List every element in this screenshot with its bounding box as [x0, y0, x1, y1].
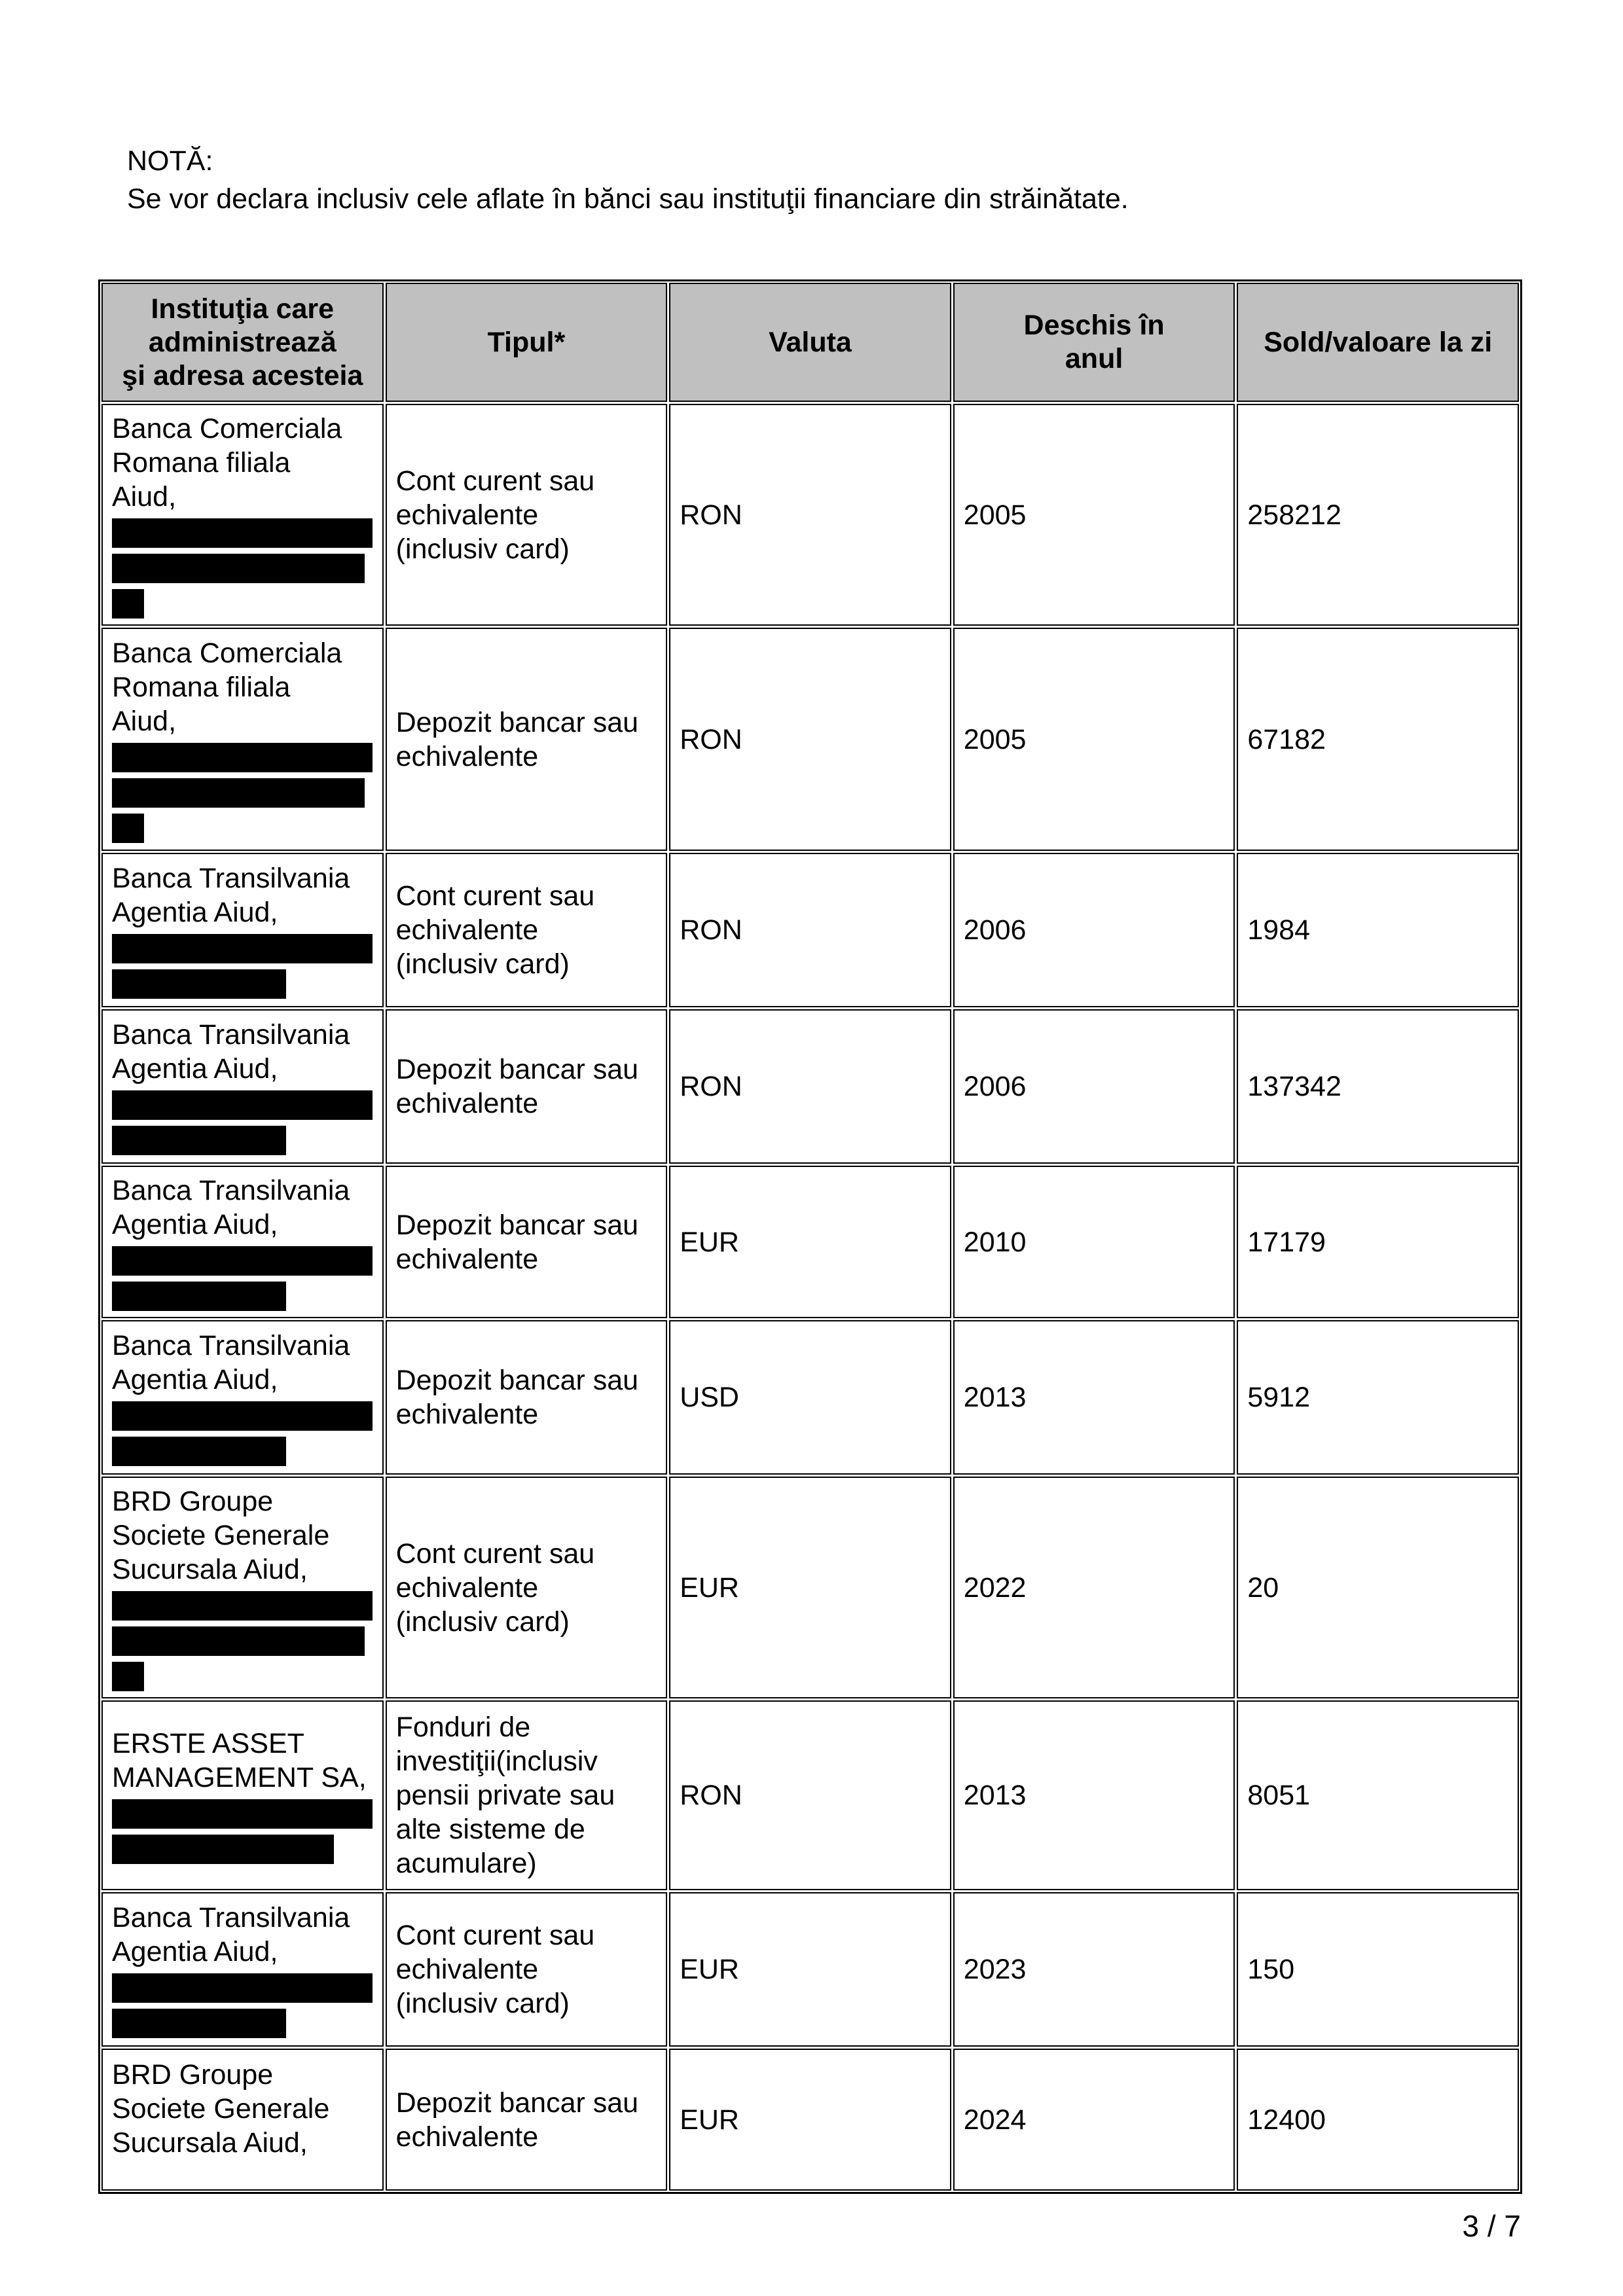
currency-cell: EUR: [669, 1892, 951, 2047]
institution-cell: [101, 1009, 384, 1164]
redaction-bar: [112, 1591, 373, 1621]
opened-year-cell: 2013: [953, 1320, 1235, 1475]
redaction-bar: [112, 1626, 365, 1656]
institution-cell: [101, 853, 384, 1007]
balance-cell: 12400: [1237, 2049, 1519, 2191]
type-cell: Cont curent sau echivalente (inclusiv card): [386, 853, 668, 1007]
currency-cell: RON: [669, 1700, 951, 1890]
redaction-bar: [112, 554, 365, 583]
institution-cell: [101, 1700, 384, 1890]
balance-cell: 20: [1237, 1477, 1519, 1698]
currency-cell: EUR: [669, 1477, 951, 1698]
note-text: Se vor declara inclusiv cele aflate în bănci sau instituţii financiare din străinătate.: [127, 183, 1129, 215]
column-header-institution: Instituţia care administrează şi adresa acesteia: [101, 283, 384, 402]
type-cell: Cont curent sau echivalente (inclusiv card): [386, 1892, 668, 2047]
redaction-bar: [112, 934, 373, 963]
redaction-bar: [112, 814, 144, 843]
institution-name: Banca Comerciala Romana filiala Aiud,: [112, 412, 342, 512]
institution-cell: [101, 404, 384, 626]
redaction-bar: [112, 1437, 286, 1466]
balance-cell: 5912: [1237, 1320, 1519, 1475]
accounts-table: [98, 279, 1522, 2194]
type-cell: Depozit bancar sau echivalente: [386, 1009, 668, 1164]
redaction-bar: [112, 2009, 286, 2038]
institution-name: Banca Transilvania Agentia Aiud,: [112, 1330, 350, 1395]
redaction-bar: [112, 518, 373, 548]
redaction-bar: [112, 969, 286, 999]
redaction-bar: [112, 1799, 373, 1829]
currency-cell: RON: [669, 853, 951, 1007]
institution-name: Banca Transilvania Agentia Aiud,: [112, 1902, 350, 1967]
type-cell: Depozit bancar sau echivalente: [386, 1320, 668, 1475]
currency-cell: USD: [669, 1320, 951, 1475]
opened-year-cell: 2005: [953, 404, 1235, 626]
institution-cell: [101, 628, 384, 851]
column-header-currency: Valuta: [669, 283, 951, 402]
institution-cell: [101, 1477, 384, 1698]
type-cell: Depozit bancar sau echivalente: [386, 628, 668, 851]
institution-name: BRD Groupe Societe Generale Sucursala Aiud,: [112, 2059, 330, 2159]
opened-year-cell: 2006: [953, 853, 1235, 1007]
redaction-bar: [112, 1662, 144, 1691]
opened-year-cell: 2006: [953, 1009, 1235, 1164]
institution-name: Banca Transilvania Agentia Aiud,: [112, 1019, 350, 1085]
balance-cell: 8051: [1237, 1700, 1519, 1890]
note-block: [127, 142, 1129, 218]
column-header-opened-year: Deschis în anul: [953, 283, 1235, 402]
redaction-bar: [112, 1973, 373, 2003]
type-cell: Fonduri de investiţii(inclusiv pensii private sau alte sisteme de acumulare): [386, 1700, 668, 1890]
redaction-bar: [112, 1090, 373, 1120]
opened-year-cell: 2024: [953, 2049, 1235, 2191]
type-cell: Cont curent sau echivalente (inclusiv card): [386, 404, 668, 626]
type-cell: Depozit bancar sau echivalente: [386, 2049, 668, 2191]
type-cell: Depozit bancar sau echivalente: [386, 1166, 668, 1318]
institution-cell: [101, 2049, 384, 2191]
currency-cell: RON: [669, 404, 951, 626]
page-number: 3 / 7: [1462, 2209, 1521, 2243]
balance-cell: 17179: [1237, 1166, 1519, 1318]
currency-cell: RON: [669, 628, 951, 851]
institution-cell: [101, 1892, 384, 2047]
institution-name: BRD Groupe Societe Generale Sucursala Aiud,: [112, 1485, 330, 1585]
opened-year-cell: 2005: [953, 628, 1235, 851]
institution-name: ERSTE ASSET MANAGEMENT SA,: [112, 1728, 367, 1793]
redaction-bar: [112, 778, 365, 808]
opened-year-cell: 2010: [953, 1166, 1235, 1318]
balance-cell: 1984: [1237, 853, 1519, 1007]
type-cell: Cont curent sau echivalente (inclusiv card): [386, 1477, 668, 1698]
institution-cell: [101, 1320, 384, 1475]
institution-name: Banca Comerciala Romana filiala Aiud,: [112, 637, 342, 737]
balance-cell: 137342: [1237, 1009, 1519, 1164]
redaction-bar: [112, 1401, 373, 1431]
redaction-bar: [112, 1246, 373, 1276]
note-heading: NOTĂ:: [127, 145, 213, 177]
redaction-bar: [112, 1126, 286, 1155]
balance-cell: 150: [1237, 1892, 1519, 2047]
column-header-balance: Sold/valoare la zi: [1237, 283, 1519, 402]
balance-cell: 258212: [1237, 404, 1519, 626]
balance-cell: 67182: [1237, 628, 1519, 851]
redaction-bar: [112, 1282, 286, 1311]
currency-cell: RON: [669, 1009, 951, 1164]
opened-year-cell: 2013: [953, 1700, 1235, 1890]
opened-year-cell: 2023: [953, 1892, 1235, 2047]
redaction-bar: [112, 1835, 334, 1864]
currency-cell: EUR: [669, 2049, 951, 2191]
column-header-type: Tipul*: [386, 283, 668, 402]
redaction-bar: [112, 743, 373, 772]
institution-name: Banca Transilvania Agentia Aiud,: [112, 1174, 350, 1240]
opened-year-cell: 2022: [953, 1477, 1235, 1698]
redaction-bar: [112, 589, 144, 619]
institution-name: Banca Transilvania Agentia Aiud,: [112, 863, 350, 928]
institution-cell: [101, 1166, 384, 1318]
currency-cell: EUR: [669, 1166, 951, 1318]
